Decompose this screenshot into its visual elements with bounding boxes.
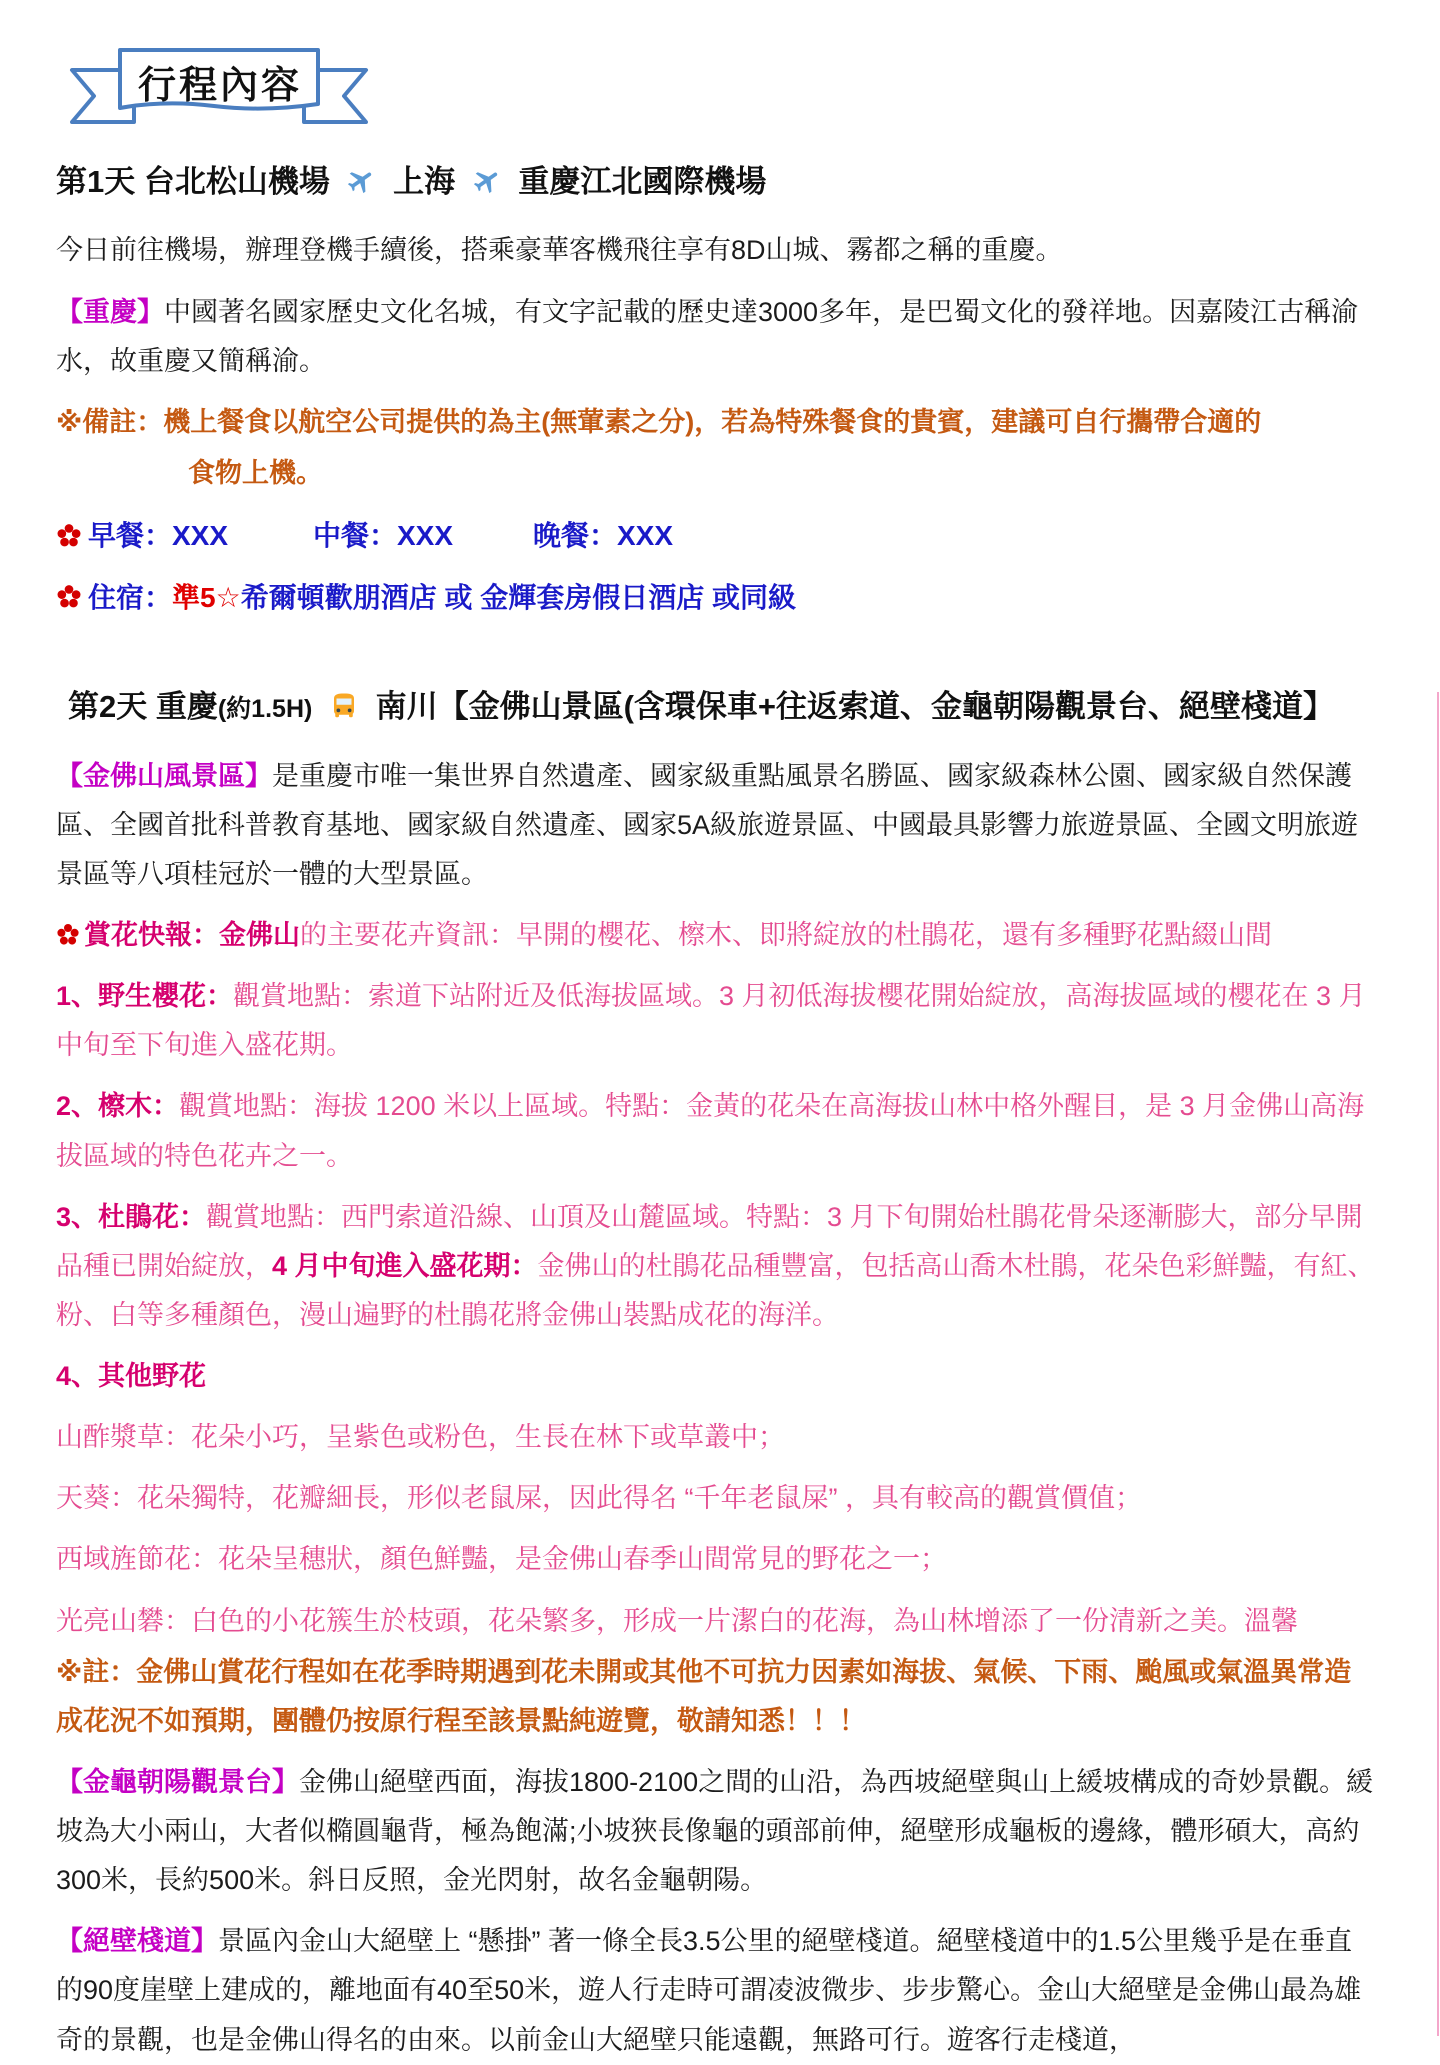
flower-item-text: 觀賞地點：西門索道沿線、山頂及山麓區域。特點：3 月下旬開始杜鵑花骨朵逐漸膨大，部分早開品種已開始綻放， bbox=[56, 1201, 1363, 1281]
wildflower-line: 山酢漿草：花朵小巧，呈紫色或粉色，生長在林下或草叢中； bbox=[56, 1422, 785, 1453]
flower-season-note: ※註：金佛山賞花行程如在花季時期遇到花未開或其他不可抗力因素如海拔、氣候、下雨、颱風或氣溫異常造成花況不如預期，團體仍按原行程至該景點純遊覽，敬請知悉！！！ bbox=[56, 1656, 1352, 1736]
banner-title: 行程內容 bbox=[137, 64, 302, 107]
flower-icon bbox=[56, 523, 82, 549]
flower-item-lead: 4、其他野花 bbox=[56, 1361, 207, 1392]
flower-report-line bbox=[56, 911, 1378, 960]
golden-turtle-tag: 【金龜朝陽觀景台】 bbox=[56, 1766, 299, 1797]
scenic-area-text: 是重慶市唯一集世界自然遺產、國家級重點風景名勝區、國家級森林公園、國家級自然保護區、全國首批科普教育基地、國家級自然遺產、國家5A級旅遊景區、中國最具影響力旅遊景區、全國文明旅遊景區等八項桂冠於一體的大型景區。 bbox=[56, 760, 1359, 889]
breakfast-label: 早餐：XXX bbox=[88, 520, 229, 552]
flower-item-1 bbox=[56, 972, 1378, 1070]
flower-item-lead: 3、杜鵑花： bbox=[56, 1201, 207, 1232]
flower-icon bbox=[56, 923, 80, 947]
chongqing-text: 中國著名國家歷史文化名城，有文字記載的歷史達3000多年，是巴蜀文化的發祥地。因嘉陵江古稱渝水，故重慶又簡稱渝。 bbox=[56, 296, 1359, 376]
hotel-grade: 準5☆ bbox=[172, 581, 241, 613]
golden-turtle-paragraph bbox=[56, 1758, 1378, 1905]
flower-icon bbox=[56, 584, 82, 610]
flower-item-text: 觀賞地點：海拔 1200 米以上區域。特點：金黃的花朵在高海拔山林中格外醒目，是 3 月金佛山高海拔區域的特色花卉之一。 bbox=[56, 1091, 1365, 1171]
flower-item-lead: 2、檫木： bbox=[56, 1091, 180, 1122]
bus-icon bbox=[327, 691, 361, 721]
flower-item-lead: 1、野生櫻花： bbox=[56, 981, 234, 1012]
right-border-line bbox=[1437, 692, 1439, 2036]
flower-report-rest: 的主要花卉資訊：早開的櫻花、檫木、即將綻放的杜鵑花，還有多種野花點綴山間 bbox=[300, 920, 1272, 951]
day1-meals-row bbox=[56, 512, 1378, 560]
day1-heading-part2: 上海 bbox=[393, 164, 456, 199]
day1-chongqing-paragraph bbox=[56, 288, 1378, 386]
hotel-label: 住宿： bbox=[88, 581, 173, 613]
day1-heading-part1: 第1天 台北松山機場 bbox=[56, 164, 330, 199]
day2-heading bbox=[68, 677, 1378, 737]
day1-heading bbox=[56, 152, 1378, 212]
airplane-icon bbox=[344, 166, 378, 196]
day2-heading-part2: 南川【金佛山景區(含環保車+往返索道、金龜朝陽觀景台、絕壁棧道】 bbox=[375, 689, 1335, 725]
cliff-walkway-text: 景區內金山大絕壁上 “懸掛” 著一條全長3.5公里的絕壁棧道。絕壁棧道中的1.5公里幾乎是在垂直的90度崖壁上建成的，離地面有40至50米，遊人行走時可謂凌波微步、步步驚心。金山大絕壁是金佛山最為雄奇的景觀，也是金佛山得名的由來。以前金山大絕壁只能遠觀，無路可行。遊客行走棧道， bbox=[56, 1926, 1362, 2055]
cliff-walkway-tag: 【絕壁棧道】 bbox=[56, 1926, 218, 1957]
scenic-area-tag: 【金佛山風景區】 bbox=[56, 760, 272, 791]
wildflower-line: 天葵：花朵獨特，花瓣細長，形似老鼠屎，因此得名 “千年老鼠屎” ，具有較高的觀賞價值； bbox=[56, 1483, 1142, 1514]
hotel-names: 希爾頓歡朋酒店 或 金輝套房假日酒店 或同級 bbox=[240, 581, 797, 613]
flower-item-2 bbox=[56, 1082, 1378, 1180]
flower-item-text: 觀賞地點：索道下站附近及低海拔區域。3 月初低海拔櫻花開始綻放，高海拔區域的櫻花在 3 月中旬至下旬進入盛花期。 bbox=[56, 981, 1366, 1061]
flower-item-3 bbox=[56, 1193, 1378, 1340]
wildflower-line: 光亮山礬：白色的小花簇生於枝頭，花朵繁多，形成一片潔白的花海，為山林增添了一份清新之美。溫馨 bbox=[56, 1605, 1298, 1636]
lunch-label: 中餐：XXX bbox=[313, 520, 454, 552]
wildflower-line: 西域旌節花：花朵呈穗狀，顏色鮮豔，是金佛山春季山間常見的野花之一； bbox=[56, 1544, 947, 1575]
day1-intro: 今日前往機場，辦理登機手續後，搭乘豪華客機飛往享有8D山城、霧都之稱的重慶。 bbox=[56, 235, 1063, 266]
flower-item-bold: 4 月中旬進入盛花期： bbox=[272, 1250, 538, 1281]
itinerary-banner bbox=[64, 42, 374, 134]
flower-item-text: 金佛山的杜鵑花品種豐富，包括高山喬木杜鵑，花朵色彩鮮豔，有紅、粉、白等多種顏色，漫山遍野的杜鵑花將金佛山裝點成花的海洋。 bbox=[56, 1250, 1375, 1330]
airplane-icon bbox=[470, 166, 504, 196]
day1-note-line1: ※備註：機上餐食以航空公司提供的為主(無葷素之分)，若為特殊餐食的貴賓，建議可自行攜帶合適的 bbox=[56, 406, 1262, 437]
flower-item-4 bbox=[56, 1352, 1378, 1401]
chongqing-tag: 【重慶】 bbox=[56, 296, 164, 327]
day1-hotel-row bbox=[56, 574, 1378, 622]
day2-heading-part1: 第2天 重慶 bbox=[68, 689, 218, 725]
day2-scenic-paragraph bbox=[56, 752, 1378, 899]
day1-heading-part3: 重慶江北國際機場 bbox=[518, 164, 767, 199]
flower-report-lead: 賞花快報：金佛山 bbox=[84, 920, 300, 951]
day1-note-line2: 食物上機。 bbox=[188, 457, 323, 488]
day2-duration: (約1.5H) bbox=[217, 695, 313, 724]
cliff-walkway-paragraph bbox=[56, 1917, 1378, 2064]
dinner-label: 晚餐：XXX bbox=[533, 520, 674, 552]
golden-turtle-text: 金佛山絕壁西面，海拔1800-2100之間的山沿，為西坡絕壁與山上緩坡構成的奇妙景觀。緩坡為大小兩山，大者似橢圓龜背，極為飽滿;小坡狹長像龜的頭部前伸，絕壁形成龜板的邊緣，體形碩大，高約300米，長約500米。斜日反照，金光閃射，故名金龜朝陽。 bbox=[56, 1766, 1374, 1896]
